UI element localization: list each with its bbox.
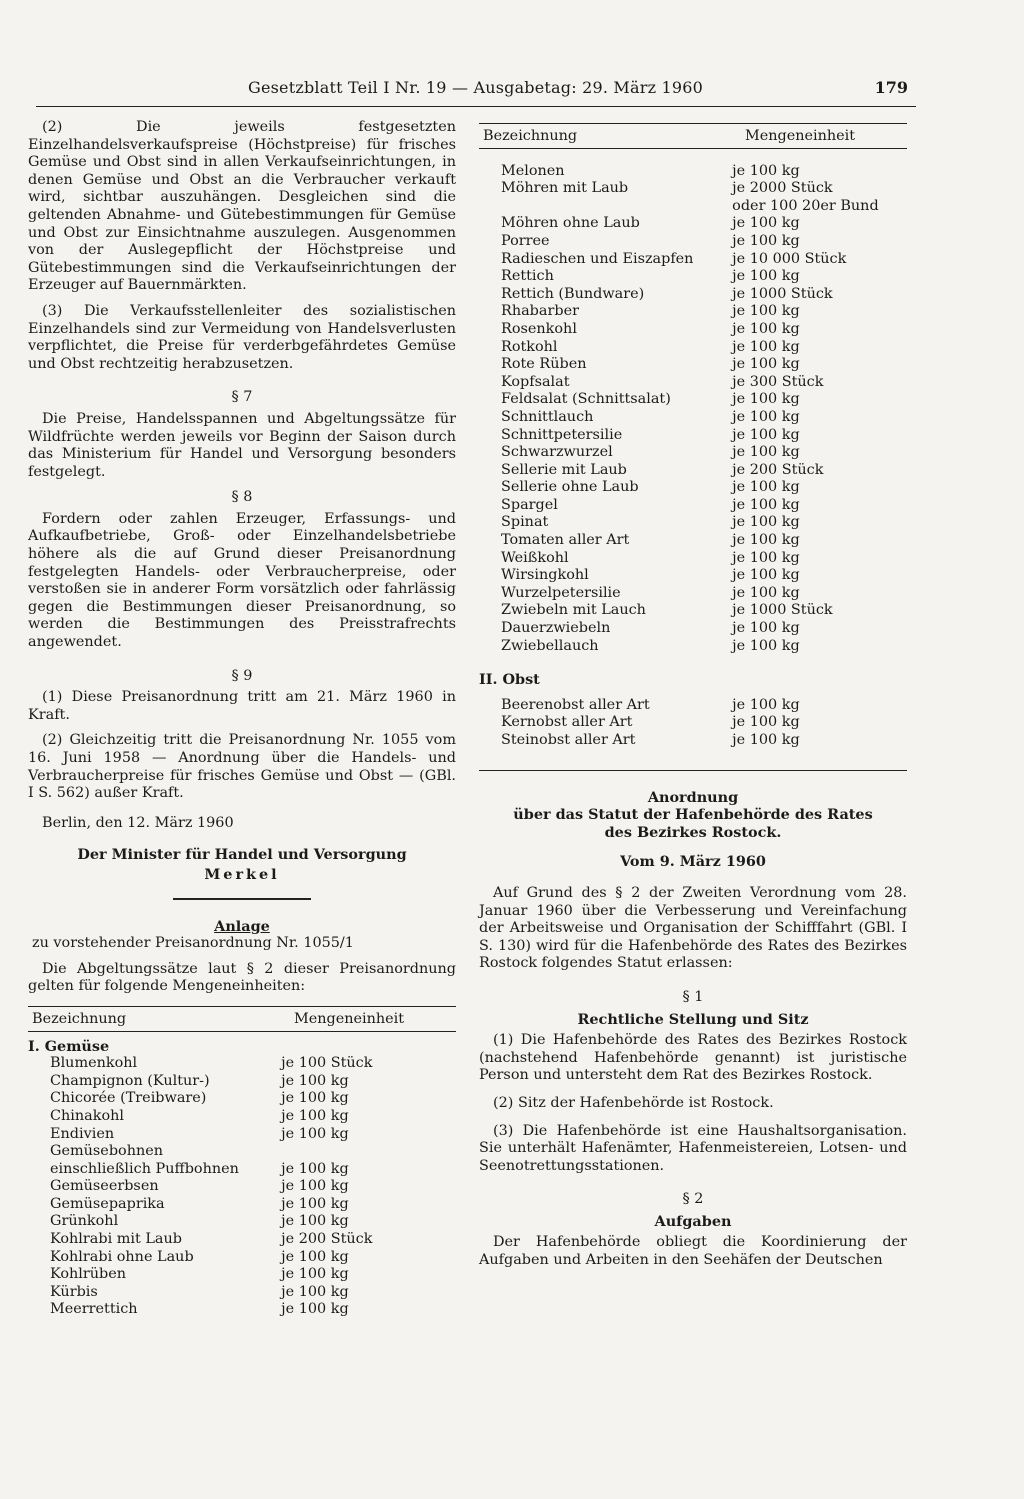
table-row (28, 1266, 456, 1284)
item-name: Gemüsepaprika (50, 1195, 165, 1212)
left-column (28, 119, 456, 1319)
item-unit: je 100 kg (732, 162, 800, 179)
table-row (479, 215, 907, 233)
category-label: II. Obst (479, 671, 540, 689)
item-unit: je 200 Stück (732, 461, 824, 478)
item-unit: oder 100 20er Bund (732, 197, 879, 214)
table-row (28, 1213, 456, 1231)
item-unit: je 100 kg (732, 584, 800, 601)
divider (479, 770, 907, 771)
paragraph: Die Preise, Handelsspannen und Abgeltungssätze für Wildfrüchte werden jeweils vor Beginn der Saison durch das Ministerium für Handel und Versorgung besonders festgelegt. (28, 410, 456, 480)
section-heading: § 9 (231, 667, 253, 684)
item-unit: je 100 kg (281, 1213, 349, 1230)
item-unit: je 300 Stück (732, 373, 824, 390)
item-unit: je 100 kg (732, 732, 800, 748)
anordnung-title: über das Statut der Hafenbehörde des Rates (513, 806, 873, 824)
paragraph: (2) Sitz der Hafenbehörde ist Rostock. (493, 1094, 774, 1111)
table-body (479, 697, 907, 750)
item-name: Rhabarber (501, 303, 579, 320)
table-row (479, 303, 907, 321)
table-header (479, 123, 907, 149)
item-unit: je 100 kg (732, 426, 800, 443)
table-row (479, 714, 907, 732)
table-row (28, 1301, 456, 1319)
table-row (479, 697, 907, 715)
item-name: Steinobst aller Art (501, 732, 636, 748)
table-header (28, 1006, 456, 1032)
table-body (479, 163, 907, 656)
column-header: Mengeneinheit (745, 128, 856, 144)
table-row (479, 514, 907, 532)
item-unit: je 2000 Stück (732, 180, 833, 197)
item-unit: je 10 000 Stück (732, 250, 847, 267)
item-unit: je 100 kg (732, 303, 800, 320)
item-unit: je 100 kg (732, 356, 800, 373)
item-name: Wirsingkohl (501, 567, 589, 584)
anordnung-title: Anordnung (647, 788, 739, 806)
item-name: Beerenobst aller Art (501, 696, 650, 713)
annex-text: Die Abgeltungssätze laut § 2 dieser Preisanordnung gelten für folgende Mengeneinheiten: (28, 960, 456, 995)
item-unit: je 100 kg (281, 1195, 349, 1212)
item-unit: je 100 kg (732, 444, 800, 461)
paragraph: (2) Die jeweils festgesetzten Einzelhandelsverkaufspreise (Höchstpreise) für frisches Gemüse und Obst sind in allen Verkaufseinrichtungen, in denen Gemüse und Obst an die Verbraucher verkauft wird, sichtbar auszuhängen. Desgleichen sind die geltenden Abnahme- und Gütebestimmungen für Gemüse und Obst zur Einsichtnahme auszulegen. Ausgenommen von der Auslegepflicht der Höchstpreise und Gütebestimmungen sind die Verkaufseinrichtungen der Erzeuger auf Bauernmärkten. (28, 119, 456, 294)
item-unit: je 100 kg (732, 496, 800, 513)
table-row (479, 374, 907, 392)
table-row (479, 391, 907, 409)
item-unit: je 100 kg (281, 1301, 349, 1318)
date-line: Berlin, den 12. März 1960 (42, 814, 234, 831)
item-name: Rosenkohl (501, 320, 577, 337)
annex-subtitle: zu vorstehender Preisanordnung Nr. 1055/1 (32, 935, 354, 952)
table-row (479, 532, 907, 550)
item-name: Gemüseerbsen (50, 1178, 159, 1195)
item-unit: je 100 kg (281, 1107, 349, 1124)
item-name: Champignon (Kultur-) (50, 1072, 210, 1089)
category-label: I. Gemüse (28, 1037, 110, 1055)
table-row (479, 286, 907, 304)
paragraph: (1) Die Hafenbehörde des Rates des Bezirkes Rostock (nachstehend Hafenbehörde genannt) ist juristische Person und untersteht dem Rat des Bezirkes Rostock. (479, 1032, 907, 1084)
table-row (28, 1161, 456, 1179)
table-row (28, 1143, 456, 1161)
section-heading: § 2 (682, 1191, 704, 1208)
paragraph: Auf Grund des § 2 der Zweiten Verordnung vom 28. Januar 1960 über die Verbesserung und Vereinfachung der Arbeitsweise und Organisation der Schifffahrt (GBl. I S. 130) wird für die Hafenbehörde des Rates des Bezirkes Rostock folgendes Statut erlassen: (479, 884, 907, 972)
table-row (479, 427, 907, 445)
table-row (479, 638, 907, 656)
table-row (479, 620, 907, 638)
table-row (479, 444, 907, 462)
item-unit: je 100 kg (732, 215, 800, 232)
table-row (479, 268, 907, 286)
table-row (28, 1126, 456, 1144)
paragraph: (1) Diese Preisanordnung tritt am 21. März 1960 in Kraft. (28, 689, 456, 723)
paragraph: (3) Die Verkaufsstellenleiter des sozialistischen Einzelhandels sind zur Vermeidung von Handelsverlusten verpflichtet, die Preise für verderbgefährdetes Gemüse und Obst rechtzeitig herabzusetzen. (28, 302, 456, 372)
table-row (479, 163, 907, 181)
item-name: Zwiebellauch (501, 637, 599, 654)
table-row (28, 1249, 456, 1267)
item-name: Radieschen und Eiszapfen (501, 250, 694, 267)
item-name (479, 198, 732, 216)
item-name: Sellerie ohne Laub (501, 479, 639, 496)
table-row (28, 1196, 456, 1214)
table-row (479, 180, 907, 198)
item-name: Grünkohl (50, 1213, 119, 1230)
table-row (479, 585, 907, 603)
table-row (479, 409, 907, 427)
divider (173, 898, 311, 900)
item-name: Tomaten aller Art (501, 532, 630, 549)
section-heading: § 7 (231, 389, 253, 406)
item-unit: je 100 kg (732, 479, 800, 496)
item-name: Wurzelpetersilie (501, 584, 621, 601)
item-name: Feldsalat (Schnittsalat) (501, 391, 671, 408)
table-row (479, 198, 907, 216)
item-name: Rote Rüben (501, 356, 587, 373)
paragraph: (3) Die Hafenbehörde ist eine Haushaltsorganisation. Sie unterhält Hafenämter, Hafenmeistereien, Lotsen- und Seenotrettungsstationen. (479, 1122, 907, 1174)
item-name: Rettich (Bundware) (501, 285, 645, 302)
column-header: Bezeichnung (32, 1010, 127, 1027)
item-unit: je 100 kg (281, 1283, 349, 1300)
item-name: Möhren mit Laub (501, 180, 629, 197)
item-unit (281, 1143, 456, 1161)
item-name: Kohlrabi mit Laub (50, 1231, 182, 1248)
table-row (28, 1055, 456, 1073)
item-unit: je 100 kg (732, 514, 800, 531)
item-name: Spinat (501, 514, 549, 531)
item-unit: je 100 kg (281, 1125, 349, 1142)
item-name: Schwarzwurzel (501, 444, 613, 461)
item-unit: je 100 kg (281, 1160, 349, 1177)
item-name: Möhren ohne Laub (501, 215, 640, 232)
item-name: Gemüsebohnen (50, 1143, 164, 1160)
anordnung-date: Vom 9. März 1960 (620, 853, 766, 871)
item-name: Rotkohl (501, 338, 558, 355)
table-row (479, 356, 907, 374)
item-unit: je 1000 Stück (732, 285, 833, 302)
paragraph: Der Hafenbehörde obliegt die Koordinierung der Aufgaben und Arbeiten in den Seehäfen der Deutschen (479, 1234, 907, 1269)
item-name: Blumenkohl (50, 1055, 138, 1072)
item-name: Endivien (50, 1125, 115, 1142)
section-heading: § 1 (682, 988, 704, 1005)
table-row (479, 233, 907, 251)
item-unit: je 100 kg (732, 637, 800, 654)
table-body (28, 1055, 456, 1319)
item-unit: je 100 kg (281, 1248, 349, 1265)
table-row (28, 1073, 456, 1091)
item-name: Schnittpetersilie (501, 426, 623, 443)
table-row (28, 1284, 456, 1302)
table-row (28, 1178, 456, 1196)
paragraph: Fordern oder zahlen Erzeuger, Erfassungs- und Aufkaufbetriebe, Groß- oder Einzelhandelsbetriebe höhere als die auf Grund dieser Preisanordnung festgelegten Handels- oder Verbraucherpreise, oder verstoßen sie in anderer Form vorsätzlich oder fahrlässig gegen die Bestimmungen dieser Preisanordnung, so werden die Bestimmungen des Preisstrafrechts angewendet. (28, 510, 456, 651)
item-unit: je 100 kg (732, 696, 800, 713)
item-unit: je 100 kg (281, 1090, 349, 1107)
header-title: Gesetzblatt Teil I Nr. 19 — Ausgabetag: 29. März 1960 (248, 78, 704, 97)
item-name: einschließlich Puffbohnen (50, 1160, 239, 1177)
item-unit: je 100 kg (732, 620, 800, 637)
annex-heading: Anlage (214, 917, 270, 935)
item-name: Weißkohl (501, 549, 569, 566)
table-row (479, 479, 907, 497)
table-row (28, 1108, 456, 1126)
item-unit: je 100 kg (732, 567, 800, 584)
section-title: Rechtliche Stellung und Sitz (577, 1010, 809, 1028)
item-name: Kernobst aller Art (501, 714, 633, 731)
section-title: Aufgaben (654, 1212, 732, 1230)
paragraph: (2) Gleichzeitig tritt die Preisanordnung Nr. 1055 vom 16. Juni 1958 — Anordnung über die Handels- und Verbraucherpreise für frisches Gemüse und Obst — (GBl. I S. 562) außer Kraft. (28, 732, 456, 802)
table-row (28, 1090, 456, 1108)
item-unit: je 100 kg (732, 320, 800, 337)
item-name: Meerrettich (50, 1301, 138, 1318)
table-row (479, 462, 907, 480)
table-row (479, 339, 907, 357)
item-unit: je 100 kg (732, 714, 800, 731)
item-name: Spargel (501, 496, 558, 513)
table-row (479, 497, 907, 515)
item-unit: je 100 kg (732, 391, 800, 408)
table-row (479, 567, 907, 585)
item-unit: je 100 kg (732, 549, 800, 566)
item-unit: je 100 kg (732, 408, 800, 425)
table-row (479, 732, 907, 750)
item-name: Kopfsalat (501, 373, 570, 390)
item-name: Chinakohl (50, 1107, 124, 1124)
page-header (36, 78, 916, 107)
item-name: Kohlrüben (50, 1266, 127, 1283)
table-row (479, 550, 907, 568)
item-name: Kürbis (50, 1283, 98, 1300)
item-name: Zwiebeln mit Lauch (501, 602, 646, 619)
right-column (479, 123, 907, 1270)
anordnung-title: des Bezirkes Rostock. (604, 823, 782, 841)
item-name: Melonen (501, 162, 565, 179)
item-unit: je 200 Stück (281, 1231, 373, 1248)
item-unit: je 100 kg (732, 232, 800, 249)
item-unit: je 100 Stück (281, 1055, 373, 1072)
item-unit: je 100 kg (281, 1178, 349, 1195)
item-unit: je 100 kg (732, 268, 800, 285)
table-row (28, 1231, 456, 1249)
item-name: Sellerie mit Laub (501, 461, 627, 478)
item-name: Schnittlauch (501, 408, 594, 425)
item-unit: je 1000 Stück (732, 602, 833, 619)
item-unit: je 100 kg (281, 1266, 349, 1283)
minister-title: Der Minister für Handel und Versorgung (77, 846, 407, 864)
item-unit: je 100 kg (732, 338, 800, 355)
page-number: 179 (874, 78, 908, 97)
table-row (479, 251, 907, 269)
item-name: Rettich (501, 268, 554, 285)
item-unit: je 100 kg (732, 532, 800, 549)
item-name: Porree (501, 232, 550, 249)
item-name: Kohlrabi ohne Laub (50, 1248, 194, 1265)
item-unit: je 100 kg (281, 1072, 349, 1089)
table-row (479, 602, 907, 620)
column-header: Mengeneinheit (294, 1010, 405, 1027)
item-name: Dauerzwiebeln (501, 620, 611, 637)
minister-name: Merkel (204, 865, 280, 883)
column-header: Bezeichnung (483, 128, 578, 144)
item-name: Chicorée (Treibware) (50, 1090, 207, 1107)
section-heading: § 8 (231, 489, 253, 506)
table-row (479, 321, 907, 339)
